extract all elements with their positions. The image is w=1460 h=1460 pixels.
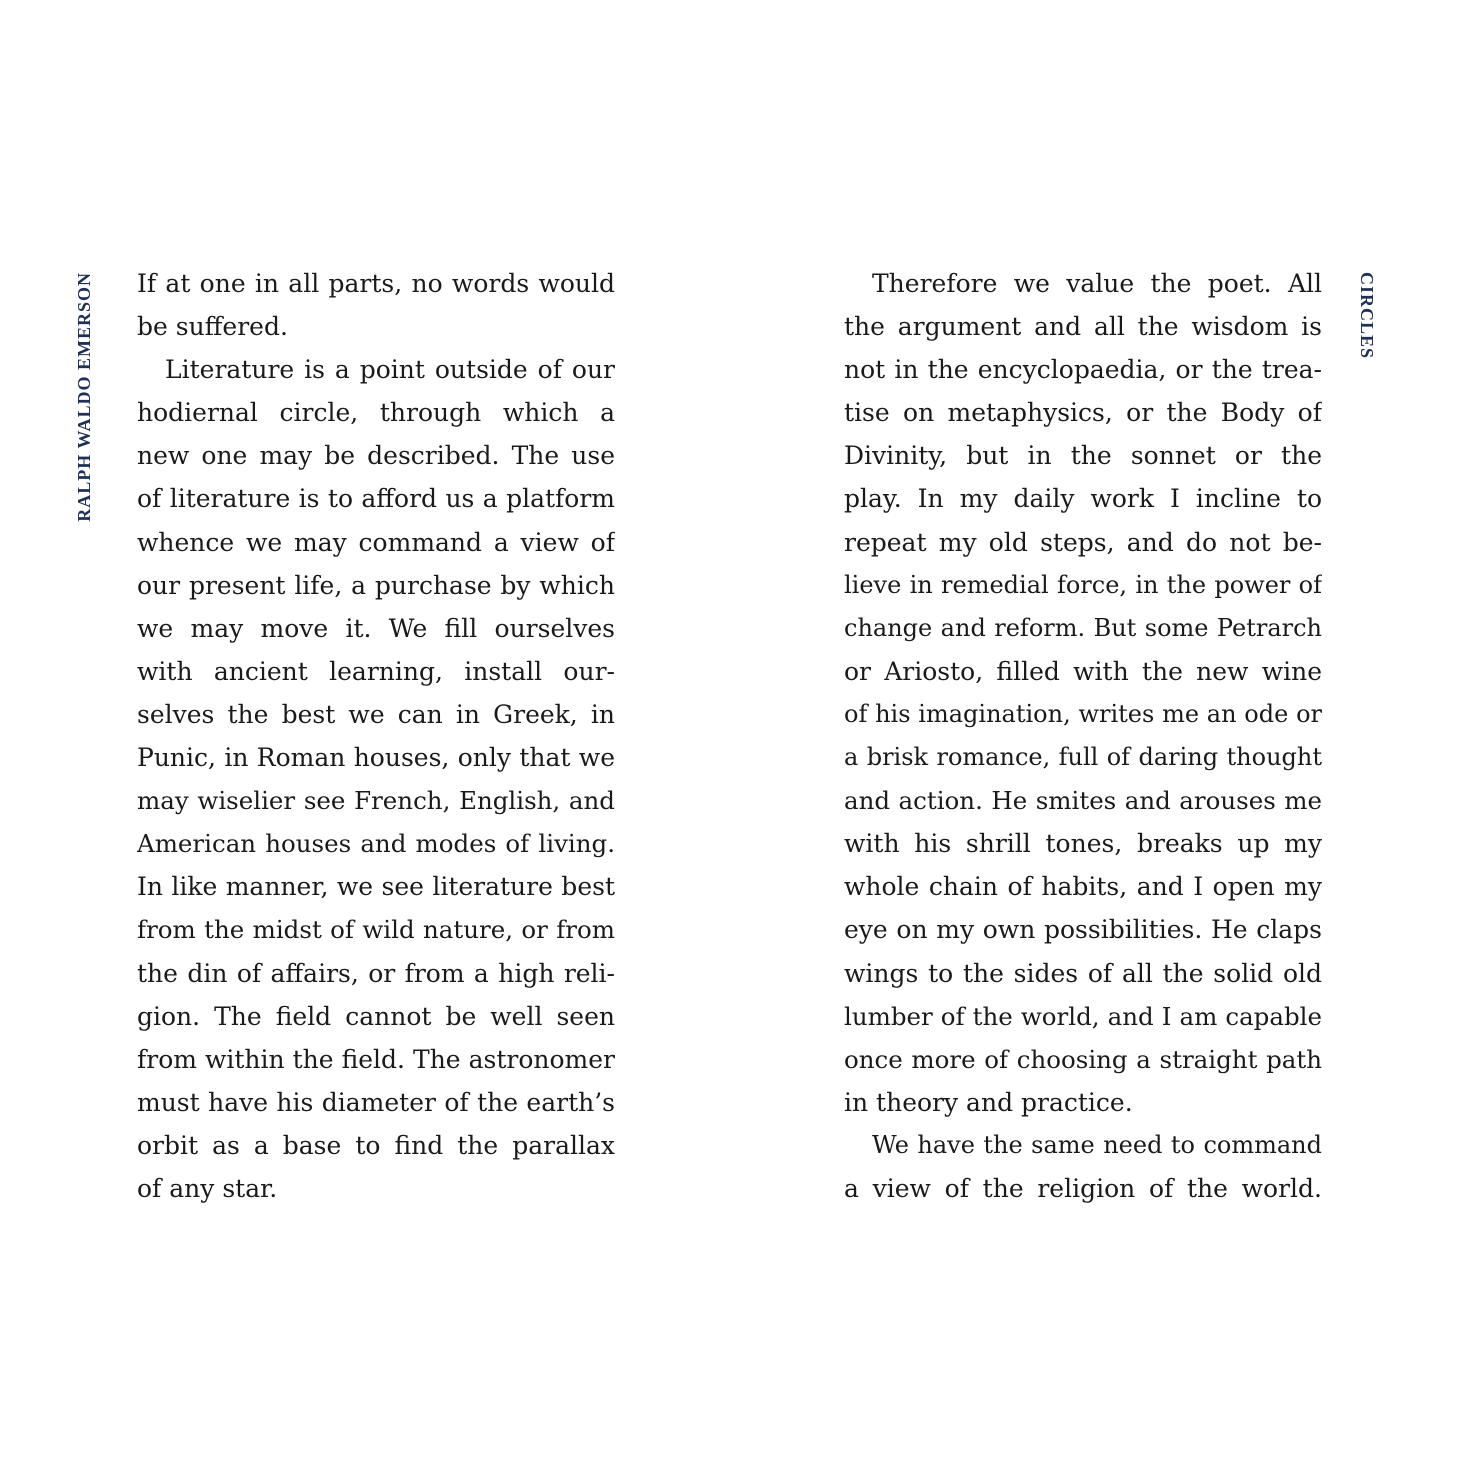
right-page-text — [844, 262, 1322, 1222]
text-line: of any star. — [137, 1173, 278, 1203]
text-line: eye on my own possibilities. He claps — [844, 915, 1322, 945]
text-line: lieve in remedial force, in the power of — [844, 570, 1322, 599]
text-line: our present life, a purchase by which — [137, 570, 615, 600]
text-line: play. In my daily work I incline to — [844, 484, 1322, 514]
text-line: with ancient learning, install our- — [137, 656, 615, 686]
running-head-left: RALPH WALDO EMERSON — [74, 272, 94, 522]
text-line: the din of affairs, or from a high reli- — [137, 958, 615, 988]
text-line: with his shrill tones, breaks up my — [844, 829, 1322, 859]
text-line: Divinity, but in the sonnet or the — [844, 441, 1322, 471]
text-line: new one may be described. The use — [137, 441, 615, 471]
text-line: the argument and all the wisdom is — [844, 312, 1322, 342]
text-line: hodiernal circle, through which a — [137, 398, 615, 428]
text-line: whence we may command a view of — [137, 527, 615, 557]
text-line: gion. The field cannot be well seen — [137, 1001, 615, 1031]
text-line: a view of the religion of the world. — [844, 1173, 1322, 1203]
text-line: a brisk romance, full of daring thought — [844, 743, 1322, 772]
text-line: of literature is to afford us a platform — [137, 484, 615, 514]
text-line: in theory and practice. — [844, 1087, 1133, 1117]
text-line: of his imagination, writes me an ode or — [844, 699, 1322, 728]
text-line: In like manner, we see literature best — [137, 872, 615, 902]
left-page-text — [137, 262, 615, 1222]
text-line: orbit as a base to find the parallax — [137, 1130, 615, 1160]
text-line: We have the same need to command — [872, 1130, 1322, 1159]
text-line: from within the field. The astronomer — [137, 1044, 615, 1074]
text-line: repeat my old steps, and do not be- — [844, 527, 1322, 557]
text-line: Literature is a point outside of our — [165, 355, 615, 385]
text-line: not in the encyclopaedia, or the trea- — [844, 355, 1322, 385]
text-line: wings to the sides of all the solid old — [844, 958, 1322, 988]
text-line: lumber of the world, and I am capable — [844, 1001, 1322, 1031]
text-line: American houses and modes of living. — [137, 829, 615, 859]
running-head-right: CIRCLES — [1357, 272, 1377, 360]
text-line: Punic, in Roman houses, only that we — [137, 743, 615, 773]
text-line: once more of choosing a straight path — [844, 1044, 1322, 1074]
text-line: we may move it. We fill ourselves — [137, 613, 615, 643]
text-line: tise on metaphysics, or the Body of — [844, 398, 1322, 428]
text-line: Therefore we value the poet. All — [872, 269, 1322, 298]
text-line: must have his diameter of the earth’s — [137, 1087, 615, 1117]
text-line: whole chain of habits, and I open my — [844, 872, 1322, 902]
text-line: may wiselier see French, English, and — [137, 786, 615, 816]
text-line: from the midst of wild nature, or from — [137, 915, 615, 945]
text-line: selves the best we can in Greek, in — [137, 699, 615, 729]
text-line: be suffered. — [137, 312, 288, 342]
text-line: change and reform. But some Petrarch — [844, 613, 1322, 642]
text-line: or Ariosto, filled with the new wine — [844, 656, 1322, 686]
text-line: If at one in all parts, no words would — [137, 269, 615, 298]
text-line: and action. He smites and arouses me — [844, 786, 1322, 816]
